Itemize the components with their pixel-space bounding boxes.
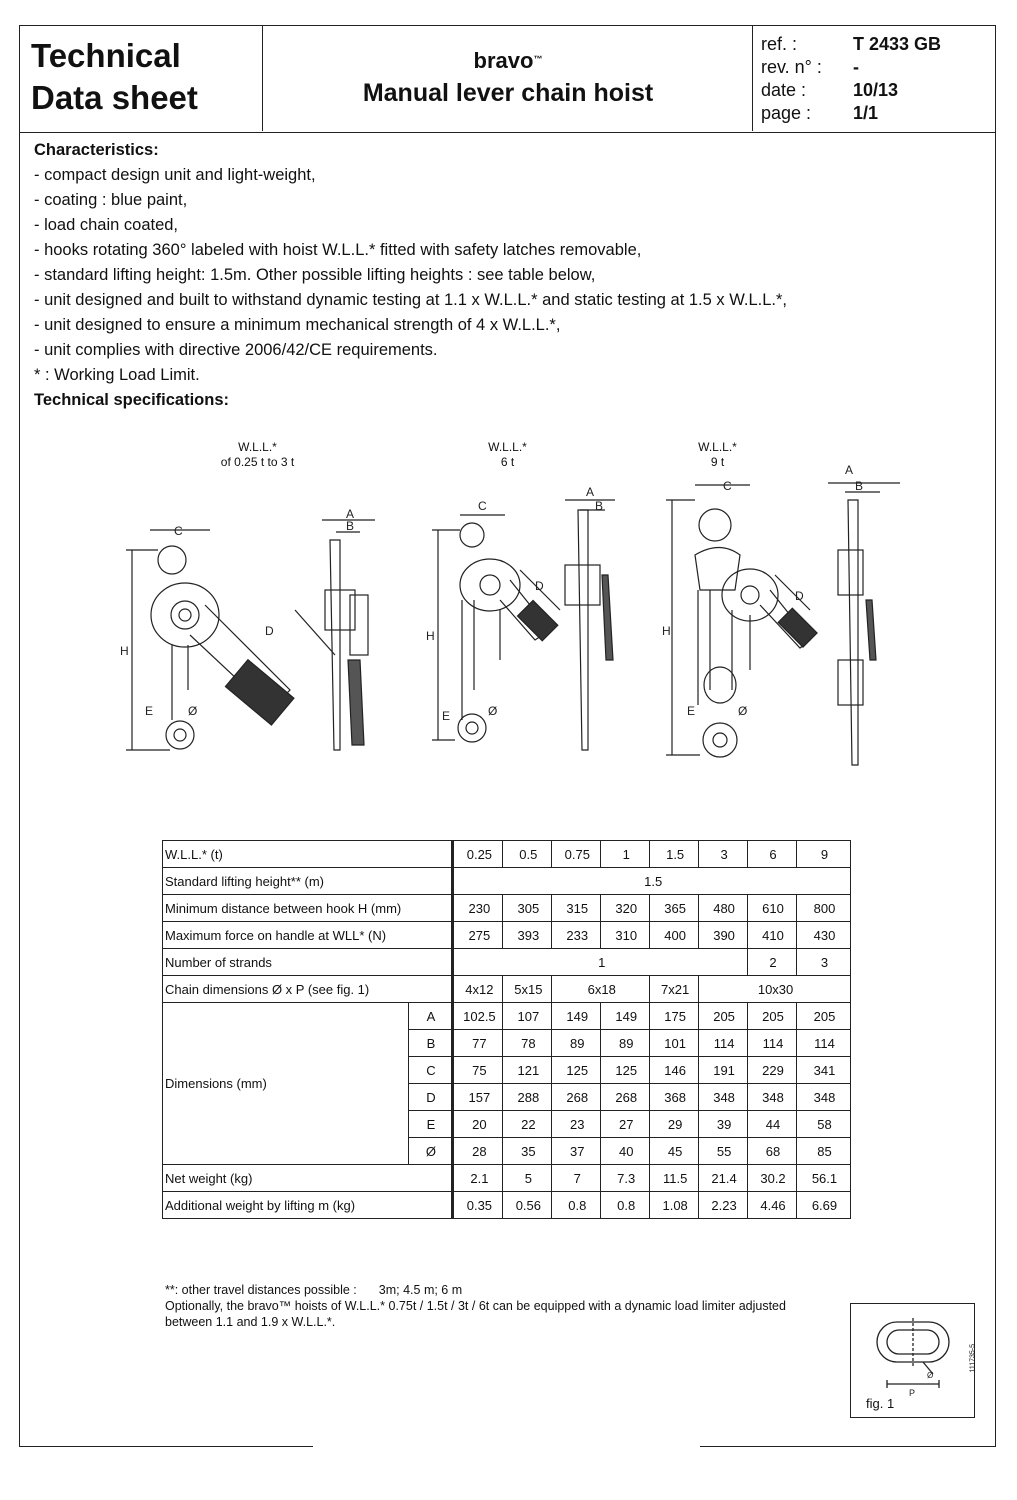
table-cell: 27: [601, 1111, 650, 1138]
table-cell: 89: [601, 1030, 650, 1057]
table-cell: 101: [650, 1030, 699, 1057]
footnotes: [165, 1282, 786, 1330]
table-cell: 45: [650, 1138, 699, 1165]
specifications-table: [162, 840, 851, 1219]
dim-letter-e: E: [442, 709, 451, 723]
dimension-key: B: [408, 1030, 453, 1057]
table-cell: 7x21: [650, 976, 699, 1003]
table-cell: 114: [748, 1030, 797, 1057]
table-cell: 0.8: [552, 1192, 601, 1219]
table-cell: 121: [503, 1057, 552, 1084]
table-cell: 30.2: [748, 1165, 797, 1192]
table-row-net-weight: [163, 1165, 851, 1192]
table-cell: 3: [699, 841, 748, 868]
table-cell: 44: [748, 1111, 797, 1138]
table-cell: 4.46: [748, 1192, 797, 1219]
characteristic-item: - unit designed and built to withstand dynamic testing at 1.1 x W.L.L.* and static testing at 1.5 x W.L.L.*,: [34, 291, 788, 309]
table-cell: 23: [552, 1111, 601, 1138]
table-row-lifting-height: [163, 868, 851, 895]
row-label: Dimensions (mm): [163, 1003, 409, 1165]
meta-label: page :: [761, 103, 812, 123]
table-cell: 7: [552, 1165, 601, 1192]
dim-letter-a: A: [346, 507, 355, 521]
meta-value: -: [853, 57, 859, 77]
table-cell: 205: [699, 1003, 748, 1030]
characteristics-section: [34, 138, 787, 413]
table-cell: 175: [650, 1003, 699, 1030]
dim-letter-a: A: [586, 485, 595, 499]
table-cell: 0.75: [552, 841, 601, 868]
table-cell: 368: [650, 1084, 699, 1111]
table-cell: 114: [796, 1030, 850, 1057]
table-cell: 21.4: [699, 1165, 748, 1192]
table-cell: 2.23: [699, 1192, 748, 1219]
dim-letter-diameter: Ø: [738, 704, 748, 718]
characteristic-item: - unit complies with directive 2006/42/CE requirements.: [34, 341, 438, 359]
table-cell: 315: [552, 895, 601, 922]
table-cell: 2.1: [453, 1165, 503, 1192]
title-line-2: Data sheet: [31, 79, 198, 116]
figure-a-label: W.L.L.* of 0.25 t to 3 t: [220, 440, 295, 469]
meta-label: ref. :: [761, 34, 798, 54]
characteristic-item: - hooks rotating 360° labeled with hoist W.L.L.* fitted with safety latches removable,: [34, 241, 642, 259]
table-cell: 56.1: [796, 1165, 850, 1192]
dim-letter-d: D: [265, 624, 274, 638]
diameter-label: Ø: [927, 1371, 934, 1380]
table-cell: 205: [748, 1003, 797, 1030]
dim-letter-c: C: [478, 499, 487, 513]
row-label: W.L.L.* (t): [163, 841, 453, 868]
footnote-travel: **: other travel distances possible : 3m; 4.5 m; 6 m: [165, 1283, 463, 1297]
table-cell: 75: [453, 1057, 503, 1084]
table-cell: 10x30: [699, 976, 851, 1003]
table-cell: 146: [650, 1057, 699, 1084]
table-row-strands: [163, 949, 851, 976]
table-cell: 149: [601, 1003, 650, 1030]
table-cell: 5x15: [503, 976, 552, 1003]
table-cell: 107: [503, 1003, 552, 1030]
table-cell: 348: [796, 1084, 850, 1111]
table-cell: 20: [453, 1111, 503, 1138]
table-cell: 205: [796, 1003, 850, 1030]
table-cell: 6x18: [552, 976, 650, 1003]
table-cell: 305: [503, 895, 552, 922]
meta-label: date :: [761, 80, 807, 100]
table-cell: 341: [796, 1057, 850, 1084]
table-cell: 68: [748, 1138, 797, 1165]
footnote-option-cont: between 1.1 and 1.9 x W.L.L.*.: [165, 1315, 336, 1329]
table-cell: 1.5: [650, 841, 699, 868]
table-row-wll: [163, 841, 851, 868]
row-label: Net weight (kg): [163, 1165, 453, 1192]
table-cell: 310: [601, 922, 650, 949]
dimension-key: C: [408, 1057, 453, 1084]
dim-letter-h: H: [662, 624, 671, 638]
dim-letter-d: D: [795, 589, 804, 603]
bottom-rule-right: [700, 1446, 996, 1447]
table-cell: 393: [503, 922, 552, 949]
dim-letter-h: H: [426, 629, 435, 643]
table-cell: 400: [650, 922, 699, 949]
row-label: Standard lifting height** (m): [163, 868, 453, 895]
table-cell: 1: [601, 841, 650, 868]
document-type-title: [31, 35, 198, 119]
row-label: Additional weight by lifting m (kg): [163, 1192, 453, 1219]
table-cell: 1: [453, 949, 748, 976]
characteristics-heading: Characteristics:: [34, 141, 159, 159]
table-cell: 0.35: [453, 1192, 503, 1219]
dim-letter-b: B: [346, 519, 355, 533]
product-name: Manual lever chain hoist: [362, 79, 654, 107]
table-cell: 275: [453, 922, 503, 949]
table-cell: 5: [503, 1165, 552, 1192]
table-cell: 0.56: [503, 1192, 552, 1219]
characteristic-item: * : Working Load Limit.: [34, 366, 200, 384]
bottom-rule-left: [19, 1446, 313, 1447]
meta-value: 10/13: [853, 80, 899, 100]
table-cell: 430: [796, 922, 850, 949]
table-cell: 125: [552, 1057, 601, 1084]
meta-page: [761, 102, 941, 125]
table-cell: 480: [699, 895, 748, 922]
table-row-additional-weight: [163, 1192, 851, 1219]
table-cell: 348: [699, 1084, 748, 1111]
table-cell: 2: [748, 949, 797, 976]
table-cell: 29: [650, 1111, 699, 1138]
table-cell: 11.5: [650, 1165, 699, 1192]
table-cell: 22: [503, 1111, 552, 1138]
dim-letter-diameter: Ø: [188, 704, 198, 718]
hoist-drawing-small: [126, 520, 375, 750]
table-cell: 410: [748, 922, 797, 949]
table-row-min-distance: [163, 895, 851, 922]
table-cell: 35: [503, 1138, 552, 1165]
figure-1-code: 111735-5: [970, 1344, 977, 1373]
footnote-option: Optionally, the bravo™ hoists of W.L.L.* 0.75t / 1.5t / 3t / 6t can be equipped with a dynamic load limiter adjusted: [165, 1299, 786, 1313]
table-cell: 0.5: [503, 841, 552, 868]
table-cell: 89: [552, 1030, 601, 1057]
dim-letter-e: E: [687, 704, 696, 718]
table-cell: 610: [748, 895, 797, 922]
dim-letter-a: A: [845, 463, 854, 477]
hoist-drawing-6t: [432, 500, 615, 750]
table-cell: 1.5: [453, 868, 851, 895]
table-cell: 3: [796, 949, 850, 976]
figure-b-label: W.L.L.* 6 t: [488, 440, 527, 469]
hoist-technical-drawings: [110, 460, 910, 780]
hoist-drawing-9t: [666, 483, 900, 765]
header-divider: [752, 25, 753, 131]
row-label: Chain dimensions Ø x P (see fig. 1): [163, 976, 453, 1003]
characteristic-item: - unit designed to ensure a minimum mechanical strength of 4 x W.L.L.*,: [34, 316, 561, 334]
table-cell: 149: [552, 1003, 601, 1030]
table-row-max-force: [163, 922, 851, 949]
dimension-key: E: [408, 1111, 453, 1138]
table-cell: 6.69: [796, 1192, 850, 1219]
meta-rev: [761, 56, 941, 79]
table-cell: 348: [748, 1084, 797, 1111]
table-cell: 37: [552, 1138, 601, 1165]
dim-letter-h: H: [120, 644, 129, 658]
figure-c-label: W.L.L.* 9 t: [698, 440, 737, 469]
header-divider: [262, 25, 263, 131]
figure-1-chain-link: [850, 1303, 975, 1418]
table-cell: 268: [552, 1084, 601, 1111]
table-cell: 1.08: [650, 1192, 699, 1219]
table-cell: 85: [796, 1138, 850, 1165]
table-cell: 0.8: [601, 1192, 650, 1219]
table-cell: 157: [453, 1084, 503, 1111]
table-cell: 39: [699, 1111, 748, 1138]
table-cell: 229: [748, 1057, 797, 1084]
table-cell: 268: [601, 1084, 650, 1111]
table-row-chain: [163, 976, 851, 1003]
dimension-key: A: [408, 1003, 453, 1030]
table-cell: 77: [453, 1030, 503, 1057]
specifications-heading: Technical specifications:: [34, 391, 230, 409]
table-cell: 0.25: [453, 841, 503, 868]
brand-name: bravo™: [473, 48, 543, 73]
characteristic-item: - standard lifting height: 1.5m. Other possible lifting heights : see table below,: [34, 266, 596, 284]
table-cell: 390: [699, 922, 748, 949]
meta-ref: [761, 33, 941, 56]
table-row-dim-a: [163, 1003, 851, 1030]
meta-date: [761, 79, 941, 102]
table-cell: 233: [552, 922, 601, 949]
table-cell: 9: [796, 841, 850, 868]
row-label: Maximum force on handle at WLL* (N): [163, 922, 453, 949]
table-cell: 800: [796, 895, 850, 922]
dim-letter-c: C: [723, 479, 732, 493]
title-line-1: Technical: [31, 37, 181, 74]
dim-letter-c: C: [174, 524, 183, 538]
row-label: Number of strands: [163, 949, 453, 976]
pitch-label: P: [909, 1388, 916, 1398]
characteristic-item: - load chain coated,: [34, 216, 179, 234]
dim-letter-diameter: Ø: [488, 704, 498, 718]
dimension-key: D: [408, 1084, 453, 1111]
table-cell: 114: [699, 1030, 748, 1057]
header: [19, 25, 996, 133]
table-cell: 55: [699, 1138, 748, 1165]
table-cell: 78: [503, 1030, 552, 1057]
table-cell: 102.5: [453, 1003, 503, 1030]
table-cell: 40: [601, 1138, 650, 1165]
characteristic-item: - compact design unit and light-weight,: [34, 166, 316, 184]
table-cell: 4x12: [453, 976, 503, 1003]
dim-letter-b: B: [595, 499, 604, 513]
table-cell: 7.3: [601, 1165, 650, 1192]
dim-letter-b: B: [855, 479, 864, 493]
dimension-key: Ø: [408, 1138, 453, 1165]
meta-value: T 2433 GB: [853, 34, 942, 54]
dim-letter-d: D: [535, 579, 544, 593]
table-cell: 191: [699, 1057, 748, 1084]
document-meta: [761, 33, 941, 125]
table-cell: 28: [453, 1138, 503, 1165]
meta-value: 1/1: [853, 103, 879, 123]
table-cell: 58: [796, 1111, 850, 1138]
figure-1-caption: fig. 1: [866, 1396, 895, 1411]
characteristic-item: - coating : blue paint,: [34, 191, 188, 209]
table-cell: 230: [453, 895, 503, 922]
table-cell: 288: [503, 1084, 552, 1111]
dim-letter-e: E: [145, 704, 154, 718]
table-cell: 6: [748, 841, 797, 868]
table-cell: 365: [650, 895, 699, 922]
table-cell: 320: [601, 895, 650, 922]
product-title: [264, 47, 752, 111]
meta-label: rev. n° :: [761, 57, 822, 77]
row-label: Minimum distance between hook H (mm): [163, 895, 453, 922]
table-cell: 125: [601, 1057, 650, 1084]
